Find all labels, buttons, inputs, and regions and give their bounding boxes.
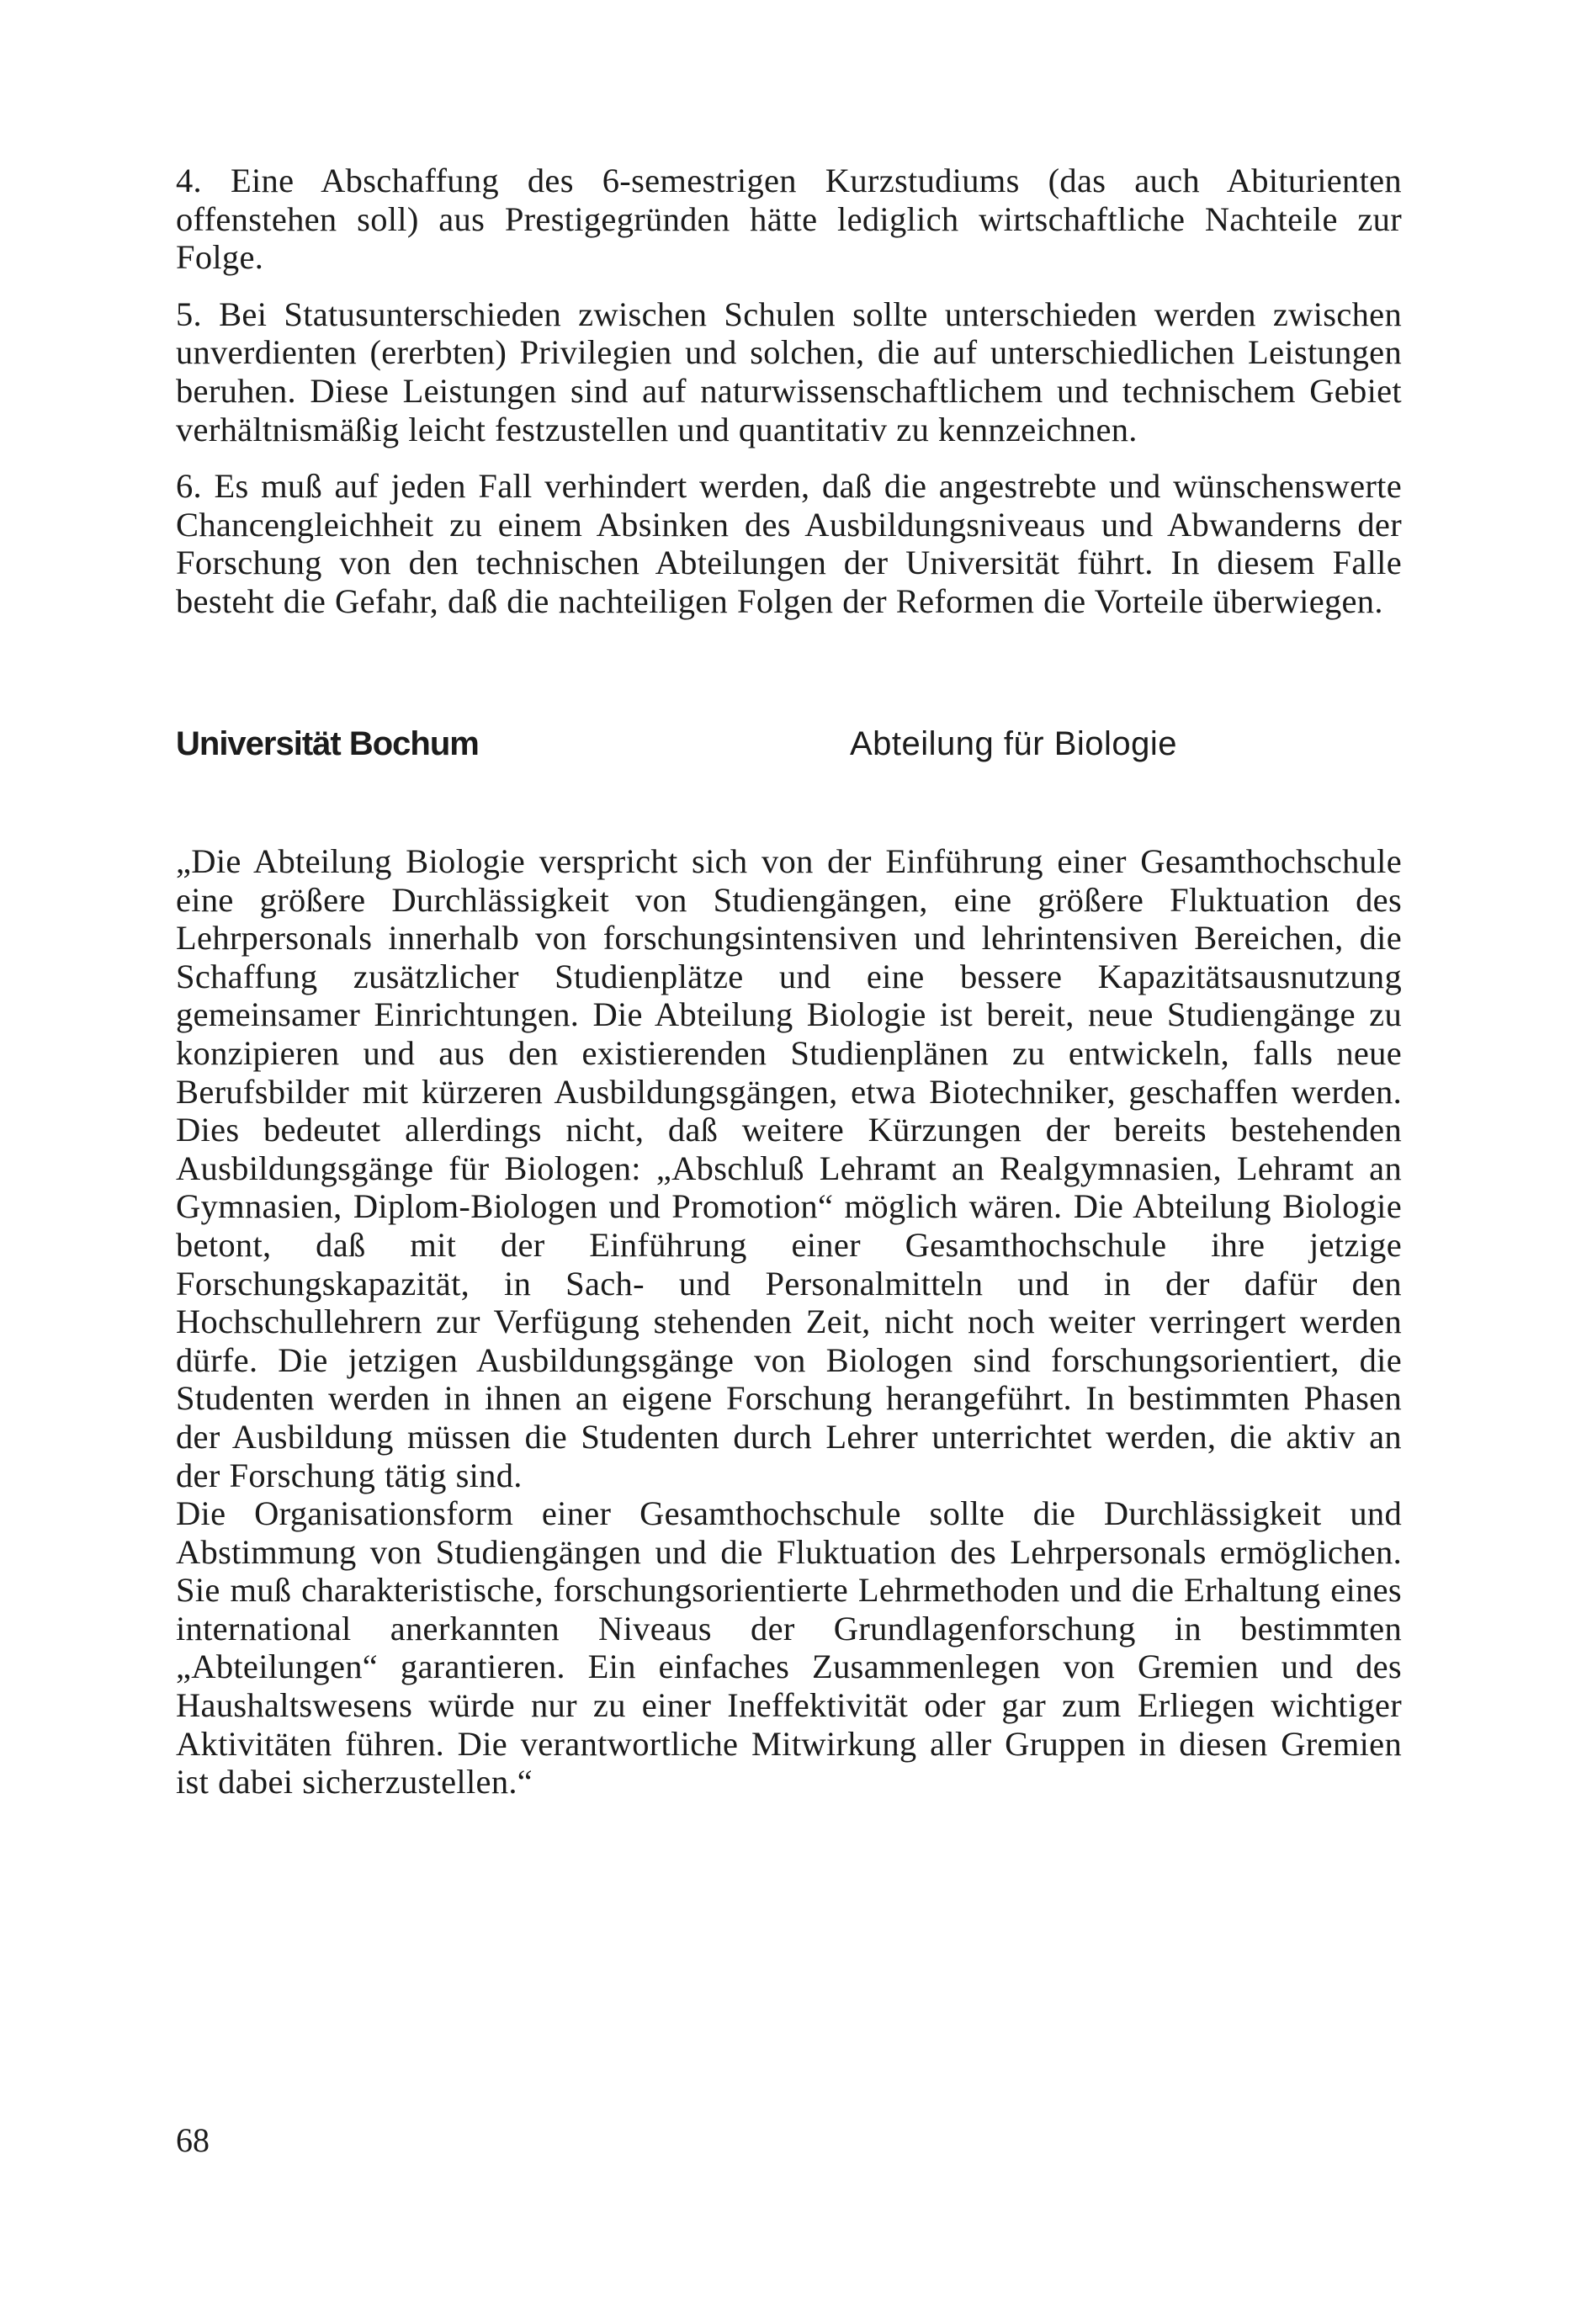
- numbered-points: [176, 162, 1402, 639]
- statement-paragraph-1: „Die Abteilung Biologie verspricht sich von der Einführung einer Gesamthochschule eine größere Durchlässigkeit von Studiengängen, eine größere Fluktuation des Lehrpersonals innerhalb von forschungsintensiven und lehrintensiven Bereichen, die Schaffung zusätzlicher Studienplätze und eine bessere Kapazitätsausnutzung gemeinsamer Einrichtungen. Die Abteilung Biologie ist bereit, neue Studiengänge zu konzipieren und aus den existierenden Studienplänen zu entwickeln, falls neue Berufsbilder mit kürzeren Ausbildungsgängen, etwa Biotechniker, geschaffen werden. Dies bedeutet allerdings nicht, daß weitere Kürzungen der bereits bestehenden Ausbildungsgänge für Biologen: „Abschluß Lehramt an Realgymnasien, Lehramt an Gymnasien, Diplom-Biologen und Promotion“ möglich wären. Die Abteilung Biologie betont, daß mit der Einführung einer Gesamthochschule ihre jetzige Forschungskapazität, in Sach- und Personalmitteln und in der dafür den Hochschullehrern zur Verfügung stehenden Zeit, nicht noch weiter verringert werden dürfe. Die jetzigen Ausbildungsgänge von Biologen sind forschungsorientiert, die Studenten werden in ihnen an eigene Forschung herangeführt. In bestimmten Phasen der Ausbildung müssen die Studenten durch Lehrer unterrichtet werden, die aktiv an der Forschung tätig sind.: [176, 842, 1402, 1494]
- statement-paragraph-2: Die Organisationsform einer Gesamthochschule sollte die Durchlässigkeit und Abstimmung von Studiengängen und die Fluktuation des Lehrpersonals ermöglichen. Sie muß charakteristische, forschungsorientierte Lehrmethoden und die Erhaltung eines international anerkannten Niveaus der Grundlagenforschung in bestimmten „Abteilungen“ garantieren. Ein einfaches Zusammenlegen von Gremien und des Haushaltswesens würde nur zu einer Ineffektivität oder gar zum Erliegen wichtiger Aktivitäten führen. Die verantwortliche Mitwirkung aller Gruppen in diesen Gremien ist dabei sicherzustellen.“: [176, 1494, 1402, 1801]
- point-6: 6. Es muß auf jeden Fall verhindert werden, daß die angestrebte und wünschenswerte Chancengleichheit zu einem Absinken des Ausbildungsniveaus und Abwanderns der Forschung von den technischen Abteilungen der Universität führt. In diesem Falle besteht die Gefahr, daß die nachteiligen Folgen der Reformen die Vorteile überwiegen.: [176, 467, 1402, 620]
- point-4: 4. Eine Abschaffung des 6-semestrigen Kurzstudiums (das auch Abiturienten offenstehen soll) aus Prestigegründen hätte lediglich wirtschaftliche Nachteile zur Folge.: [176, 162, 1402, 277]
- page-number: 68: [176, 2121, 210, 2159]
- university-heading: Universität Bochum: [176, 725, 479, 762]
- point-5: 5. Bei Statusunterschieden zwischen Schulen sollte unterschieden werden zwischen unverdienten (ererbten) Privilegien und solchen, die auf unterschiedlichen Leistungen beruhen. Diese Leistungen sind auf naturwissenschaftlichem und technischem Gebiet verhältnismäßig leicht festzustellen und quantitativ zu kennzeichnen.: [176, 294, 1402, 448]
- section-heading: [176, 725, 1402, 772]
- department-heading: Abteilung für Biologie: [850, 725, 1178, 762]
- department-statement: [176, 842, 1402, 1801]
